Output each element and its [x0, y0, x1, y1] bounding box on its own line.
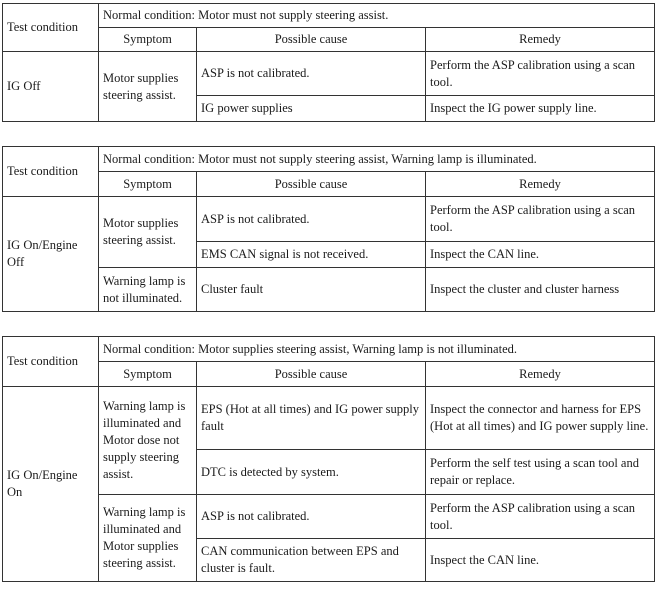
condition-cell: IG On/Engine Off: [3, 197, 99, 312]
possible-cause-header: Possible cause: [197, 28, 426, 52]
symptom-cell: Motor supplies steering assist.: [99, 52, 197, 122]
possible-cause-header: Possible cause: [197, 172, 426, 197]
condition-cell: IG Off: [3, 52, 99, 122]
cause-cell: EPS (Hot at all times) and IG power supply fault: [197, 387, 426, 450]
remedy-cell: Inspect the IG power supply line.: [426, 96, 655, 122]
normal-condition: Normal condition: Motor must not supply steering assist.: [99, 4, 655, 28]
symptom-cell: Warning lamp is illuminated and Motor dose not supply steering assist.: [99, 387, 197, 495]
test-condition-label: Test condition: [3, 337, 99, 387]
remedy-cell: Inspect the connector and harness for EPS (Hot at all times) and IG power supply line.: [426, 387, 655, 450]
remedy-header: Remedy: [426, 28, 655, 52]
symptom-header: Symptom: [99, 28, 197, 52]
remedy-cell: Perform the ASP calibration using a scan tool.: [426, 52, 655, 96]
table-ig-on-engine-off: [2, 146, 655, 312]
cause-cell: ASP is not calibrated.: [197, 52, 426, 96]
cause-cell: ASP is not calibrated.: [197, 495, 426, 539]
cause-cell: EMS CAN signal is not received.: [197, 242, 426, 268]
symptom-cell: Warning lamp is illuminated and Motor supplies steering assist.: [99, 495, 197, 582]
remedy-cell: Inspect the cluster and cluster harness: [426, 268, 655, 312]
remedy-cell: Perform the self test using a scan tool and repair or replace.: [426, 450, 655, 495]
condition-cell: IG On/Engine On: [3, 387, 99, 582]
remedy-cell: Inspect the CAN line.: [426, 539, 655, 582]
symptom-cell: Motor supplies steering assist.: [99, 197, 197, 268]
table-ig-off: [2, 3, 655, 122]
remedy-cell: Inspect the CAN line.: [426, 242, 655, 268]
normal-condition: Normal condition: Motor must not supply steering assist, Warning lamp is illuminated.: [99, 147, 655, 172]
cause-cell: Cluster fault: [197, 268, 426, 312]
cause-cell: ASP is not calibrated.: [197, 197, 426, 242]
cause-cell: DTC is detected by system.: [197, 450, 426, 495]
remedy-cell: Perform the ASP calibration using a scan tool.: [426, 495, 655, 539]
test-condition-label: Test condition: [3, 4, 99, 52]
remedy-cell: Perform the ASP calibration using a scan tool.: [426, 197, 655, 242]
test-condition-label: Test condition: [3, 147, 99, 197]
cause-cell: IG power supplies: [197, 96, 426, 122]
symptom-header: Symptom: [99, 172, 197, 197]
possible-cause-header: Possible cause: [197, 362, 426, 387]
cause-cell: CAN communication between EPS and cluster is fault.: [197, 539, 426, 582]
symptom-cell: Warning lamp is not illuminated.: [99, 268, 197, 312]
remedy-header: Remedy: [426, 362, 655, 387]
table-ig-on-engine-on: [2, 336, 655, 582]
remedy-header: Remedy: [426, 172, 655, 197]
normal-condition: Normal condition: Motor supplies steering assist, Warning lamp is not illuminated.: [99, 337, 655, 362]
symptom-header: Symptom: [99, 362, 197, 387]
